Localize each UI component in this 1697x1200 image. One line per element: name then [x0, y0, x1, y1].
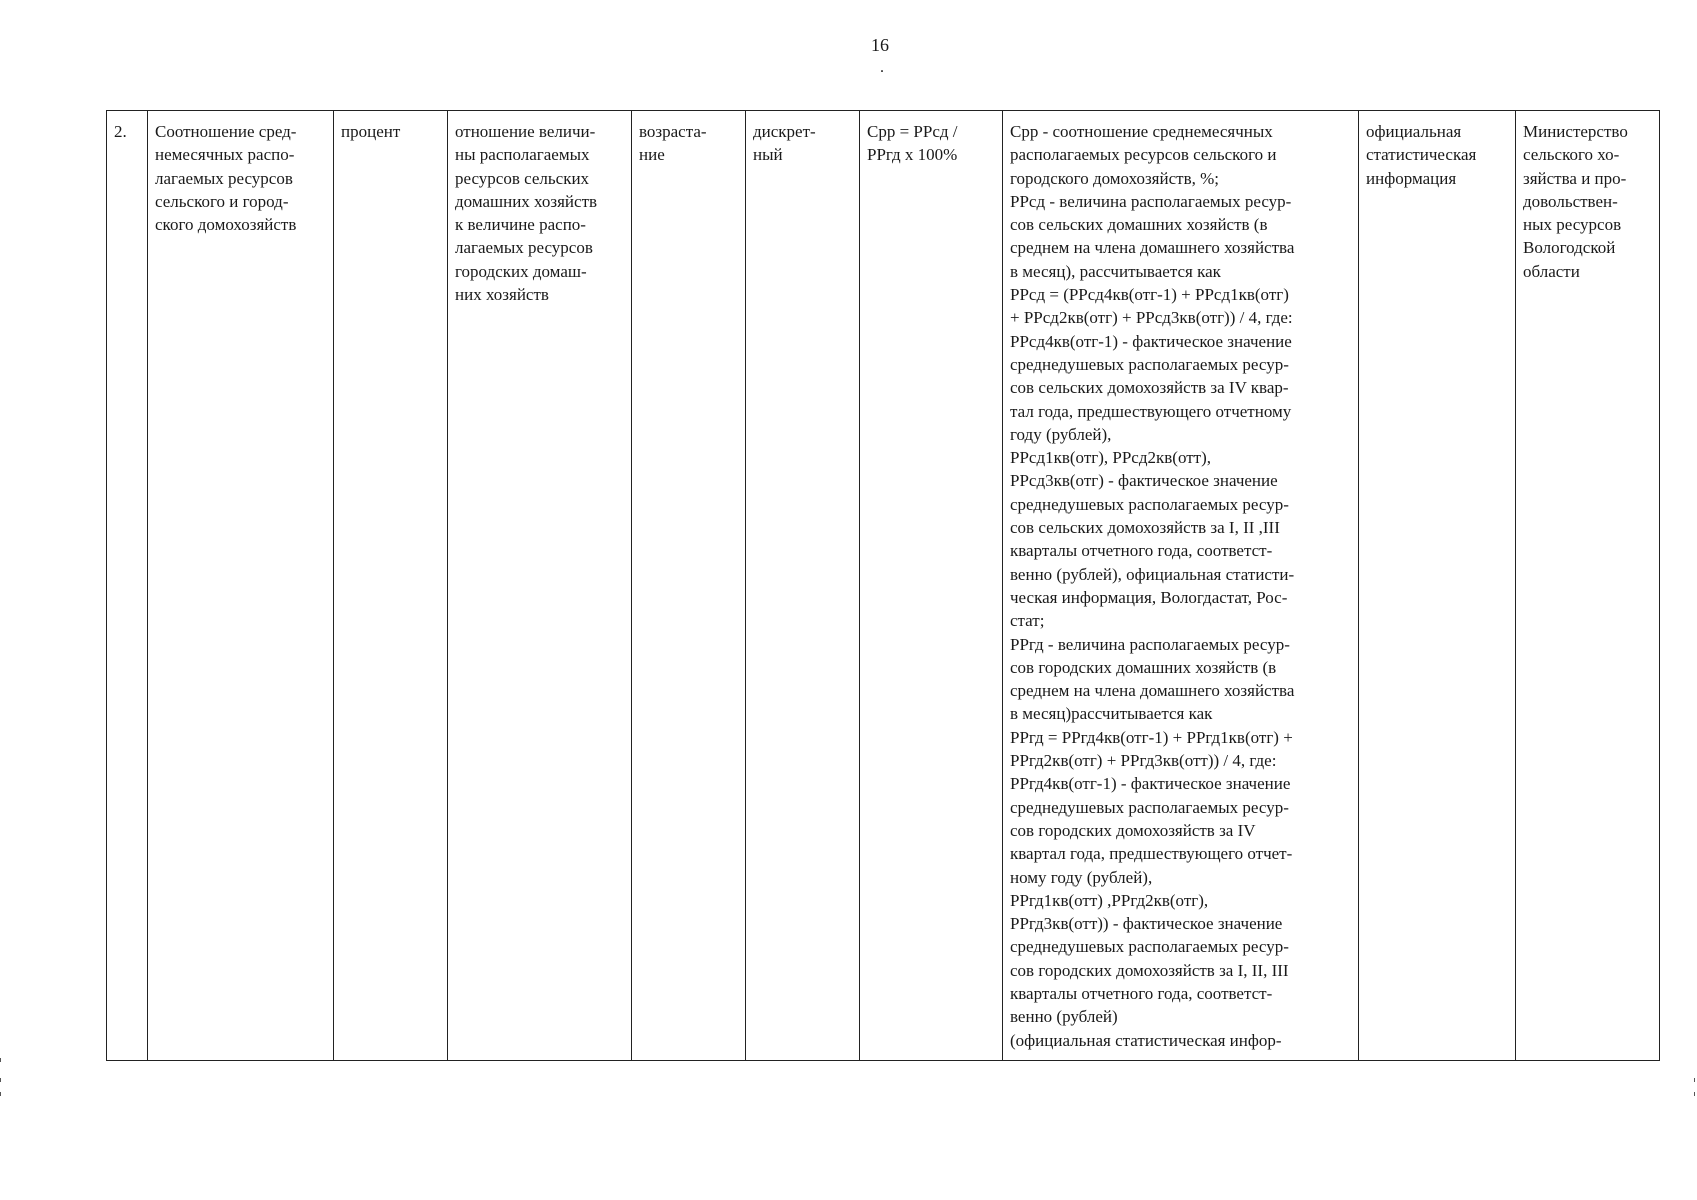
text-line: году (рублей),	[1010, 424, 1112, 444]
text-line: Срр - соотношение среднемесячных	[1010, 122, 1273, 141]
text-line: квартал года, предшествующего отчет-	[1010, 844, 1293, 864]
responsible-cell	[1516, 111, 1660, 1061]
text-line: тал года, предшествующего отчетному	[1010, 401, 1292, 421]
text-line: сельского хо-	[1523, 145, 1620, 165]
text-line: сов городских домохозяйств за IV	[1010, 820, 1256, 840]
text-line: располагаемых ресурсов сельского и	[1010, 145, 1277, 165]
text-line: РРгд4кв(отг-1) - фактическое значение	[1010, 774, 1291, 794]
text-line: РРгд1кв(отт) ,РРгд2кв(отг),	[1010, 890, 1209, 910]
text-line: ресурсов сельских	[455, 168, 590, 188]
scan-mark-left	[0, 1058, 1, 1062]
text-line: городских домаш-	[455, 261, 587, 281]
row-number-cell	[107, 111, 148, 1061]
text-line: среднедушевых располагаемых ресур-	[1010, 354, 1289, 374]
definition-cell	[448, 111, 632, 1061]
text-line: кварталы отчетного года, соответст-	[1010, 541, 1273, 561]
text-line: РРсд1кв(отг), РРсд2кв(отт),	[1010, 448, 1211, 468]
indicator-name-cell	[148, 111, 334, 1061]
text-line: ческая информация, Вологдастат, Рос-	[1010, 587, 1288, 607]
text-line: лагаемых ресурсов	[155, 168, 293, 188]
text-line: отношение величи-	[455, 122, 596, 141]
text-line: в месяц)рассчитывается как	[1010, 704, 1213, 724]
text-line: + РРсд2кв(отг) + РРсд3кв(отг)) / 4, где:	[1010, 308, 1293, 328]
text-line: РРсд = (РРсд4кв(отг-1) + РРсд1кв(отг)	[1010, 285, 1289, 305]
text-line: стат;	[1010, 611, 1045, 631]
text-line: ны располагаемых	[455, 145, 590, 165]
source-cell	[1359, 111, 1516, 1061]
text-line: довольствен-	[1523, 191, 1618, 211]
text-line: среднедушевых располагаемых ресур-	[1010, 797, 1289, 817]
text-line: кварталы отчетного года, соответст-	[1010, 983, 1273, 1003]
text-line: сов городских домашних хозяйств (в	[1010, 657, 1277, 677]
text-line: РРгд х 100%	[867, 145, 958, 165]
text-line: зяйства и про-	[1523, 168, 1627, 188]
text-line: РРсд3кв(отг) - фактическое значение	[1010, 471, 1278, 491]
formula-cell	[860, 111, 1003, 1061]
text-line: Срр = РРсд /	[867, 122, 958, 141]
text-line: среднедушевых располагаемых ресур-	[1010, 494, 1289, 514]
text-line: дискрет-	[753, 122, 816, 141]
text-line: среднедушевых располагаемых ресур-	[1010, 937, 1289, 957]
text-line: РРгд3кв(отт)) - фактическое значение	[1010, 914, 1283, 934]
text-line: ному году (рублей),	[1010, 867, 1153, 887]
text-line: домашних хозяйств	[455, 191, 598, 211]
page-number: 16	[871, 35, 889, 55]
text-line: к величине распо-	[455, 215, 586, 235]
text-line: возраста-	[639, 122, 707, 141]
page-dot: .	[880, 59, 884, 76]
text-line: лагаемых ресурсов	[455, 238, 593, 258]
text-line: РРгд = РРгд4кв(отг-1) + РРгд1кв(отг) +	[1010, 727, 1293, 747]
text-line: венно (рублей), официальная статисти-	[1010, 564, 1295, 584]
text-line: области	[1523, 261, 1580, 281]
text-line: среднем на члена домашнего хозяйства	[1010, 238, 1295, 258]
type-cell	[746, 111, 860, 1061]
text-line: ние	[639, 145, 665, 165]
text-line: в месяц), рассчитывается как	[1010, 261, 1221, 281]
text-line: сов сельских домохозяйств за IV квар-	[1010, 378, 1289, 398]
text-line: среднем на члена домашнего хозяйства	[1010, 681, 1295, 701]
text-line: сов сельских домохозяйств за I, II ,III	[1010, 518, 1280, 538]
text-line: сельского и город-	[155, 191, 289, 211]
text-line: них хозяйств	[455, 285, 549, 305]
text-line: РРгд2кв(отг) + РРгд3кв(отт)) / 4, где:	[1010, 751, 1277, 771]
scan-mark-right	[1694, 1092, 1695, 1096]
text-line: информация	[1366, 168, 1457, 188]
text-line: сов городских домохозяйств за I, II, III	[1010, 960, 1289, 980]
text-line: официальная	[1366, 122, 1462, 141]
unit-text: процент	[341, 122, 401, 141]
scan-mark-left	[0, 1078, 1, 1082]
text-line: ных ресурсов	[1523, 215, 1622, 235]
text-line: Вологодской	[1523, 238, 1616, 258]
text-line: сов сельских домашних хозяйств (в	[1010, 215, 1268, 235]
trend-cell	[632, 111, 746, 1061]
method-cell	[1003, 111, 1359, 1061]
row-number: 2.	[114, 122, 127, 141]
text-line: РРсд4кв(отг-1) - фактическое значение	[1010, 331, 1292, 351]
text-line: городского домохозяйств, %;	[1010, 168, 1219, 188]
text-line: Соотношение сред-	[155, 122, 297, 141]
text-line: РРгд - величина располагаемых ресур-	[1010, 634, 1290, 654]
text-line: (официальная статистическая инфор-	[1010, 1030, 1282, 1050]
text-line: Министерство	[1523, 122, 1628, 141]
text-line: ского домохозяйств	[155, 215, 297, 235]
indicator-table	[106, 110, 1660, 1061]
table-row	[107, 111, 1660, 1061]
unit-cell	[334, 111, 448, 1061]
scan-mark-right	[1694, 1078, 1695, 1082]
text-line: венно (рублей)	[1010, 1007, 1118, 1027]
text-line: ный	[753, 145, 783, 165]
text-line: РРсд - величина располагаемых ресур-	[1010, 191, 1292, 211]
text-line: немесячных распо-	[155, 145, 295, 165]
scan-mark-left	[0, 1092, 1, 1096]
text-line: статистическая	[1366, 145, 1477, 165]
